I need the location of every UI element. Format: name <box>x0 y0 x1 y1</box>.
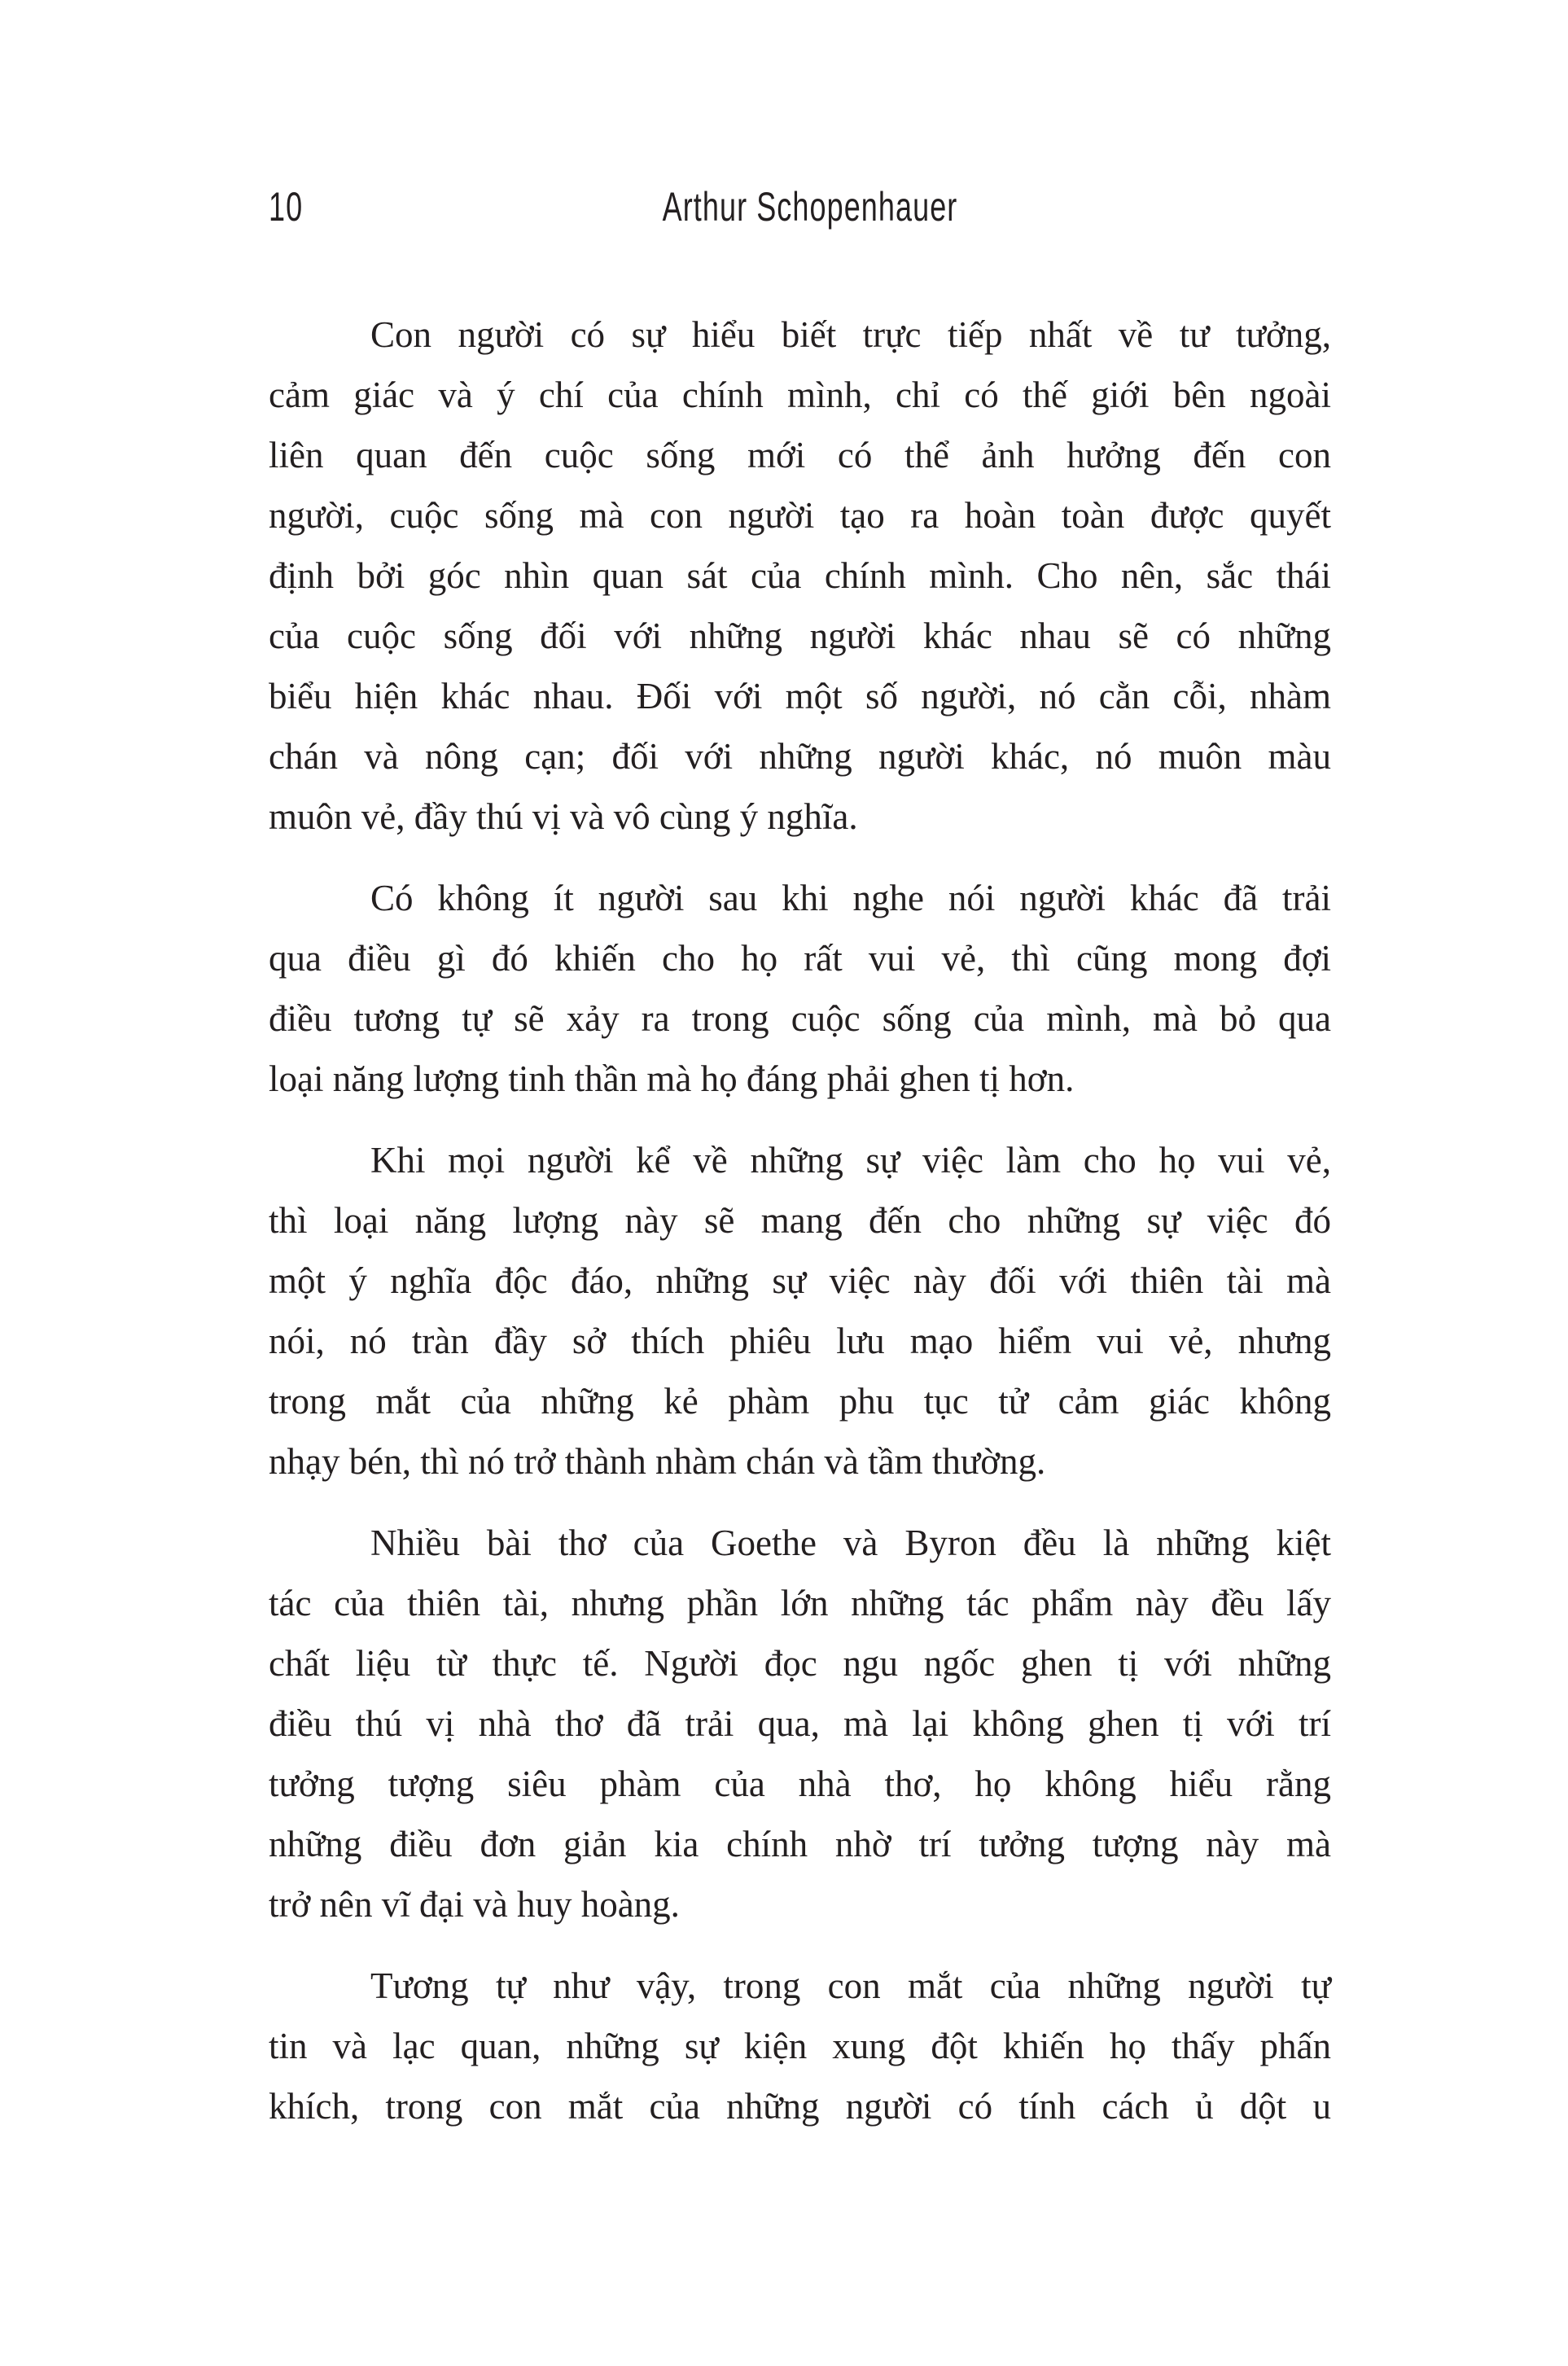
text-line: người, cuộc sống mà con người tạo ra hoàn toàn được quyết <box>269 495 1331 536</box>
running-title: Arthur Schopenhauer <box>662 184 958 230</box>
text-line: tác của thiên tài, nhưng phần lớn những tác phẩm này đều lấy <box>269 1583 1331 1623</box>
text-line: những điều đơn giản kia chính nhờ trí tưởng tượng này mà <box>269 1824 1331 1864</box>
text-line: chán và nông cạn; đối với những người khác, nó muôn màu <box>269 736 1331 777</box>
text-line: Có không ít người sau khi nghe nói người khác đã trải <box>370 878 1331 918</box>
paragraph <box>269 305 1331 847</box>
paragraph <box>269 1130 1331 1492</box>
text-line: nhạy bén, thì nó trở thành nhàm chán và tầm thường. <box>269 1441 1046 1482</box>
page-body <box>269 305 1331 2136</box>
text-line: tin và lạc quan, những sự kiện xung đột khiến họ thấy phấn <box>269 2026 1331 2066</box>
text-line: biểu hiện khác nhau. Đối với một số người, nó cằn cỗi, nhàm <box>269 676 1331 716</box>
text-line: định bởi góc nhìn quan sát của chính mình. Cho nên, sắc thái <box>269 555 1331 596</box>
text-line: trong mắt của những kẻ phàm phu tục tử cảm giác không <box>269 1381 1331 1422</box>
text-line: liên quan đến cuộc sống mới có thể ảnh hưởng đến con <box>269 435 1331 475</box>
text-line: Con người có sự hiểu biết trực tiếp nhất về tư tưởng, <box>370 314 1331 355</box>
text-line: qua điều gì đó khiến cho họ rất vui vẻ, thì cũng mong đợi <box>269 938 1331 979</box>
text-line: trở nên vĩ đại và huy hoàng. <box>269 1884 680 1925</box>
paragraph <box>269 1956 1331 2136</box>
text-line: điều tương tự sẽ xảy ra trong cuộc sống của mình, mà bỏ qua <box>269 998 1331 1039</box>
text-line: Nhiều bài thơ của Goethe và Byron đều là những kiệt <box>370 1523 1331 1563</box>
text-line: loại năng lượng tinh thần mà họ đáng phải ghen tị hơn. <box>269 1058 1075 1099</box>
text-line: chất liệu từ thực tế. Người đọc ngu ngốc ghen tị với những <box>269 1643 1331 1684</box>
text-line: thì loại năng lượng này sẽ mang đến cho những sự việc đó <box>269 1200 1331 1241</box>
text-line: Tương tự như vậy, trong con mắt của những người tự <box>370 1965 1331 2006</box>
text-line: một ý nghĩa độc đáo, những sự việc này đối với thiên tài mà <box>269 1260 1331 1301</box>
text-line: tưởng tượng siêu phàm của nhà thơ, họ không hiểu rằng <box>269 1764 1331 1804</box>
text-line: của cuộc sống đối với những người khác nhau sẽ có những <box>269 616 1331 656</box>
text-line: khích, trong con mắt của những người có tính cách ủ dột u <box>269 2086 1331 2127</box>
text-line: điều thú vị nhà thơ đã trải qua, mà lại không ghen tị với trí <box>269 1703 1331 1744</box>
text-line: Khi mọi người kể về những sự việc làm cho họ vui vẻ, <box>370 1140 1331 1181</box>
page-number: 10 <box>269 184 304 230</box>
text-line: muôn vẻ, đầy thú vị và vô cùng ý nghĩa. <box>269 796 858 837</box>
text-line: cảm giác và ý chí của chính mình, chỉ có thế giới bên ngoài <box>269 375 1331 415</box>
running-header <box>269 186 1331 228</box>
paragraph <box>269 1513 1331 1934</box>
text-line: nói, nó tràn đầy sở thích phiêu lưu mạo hiểm vui vẻ, nhưng <box>269 1321 1331 1361</box>
paragraph <box>269 868 1331 1109</box>
